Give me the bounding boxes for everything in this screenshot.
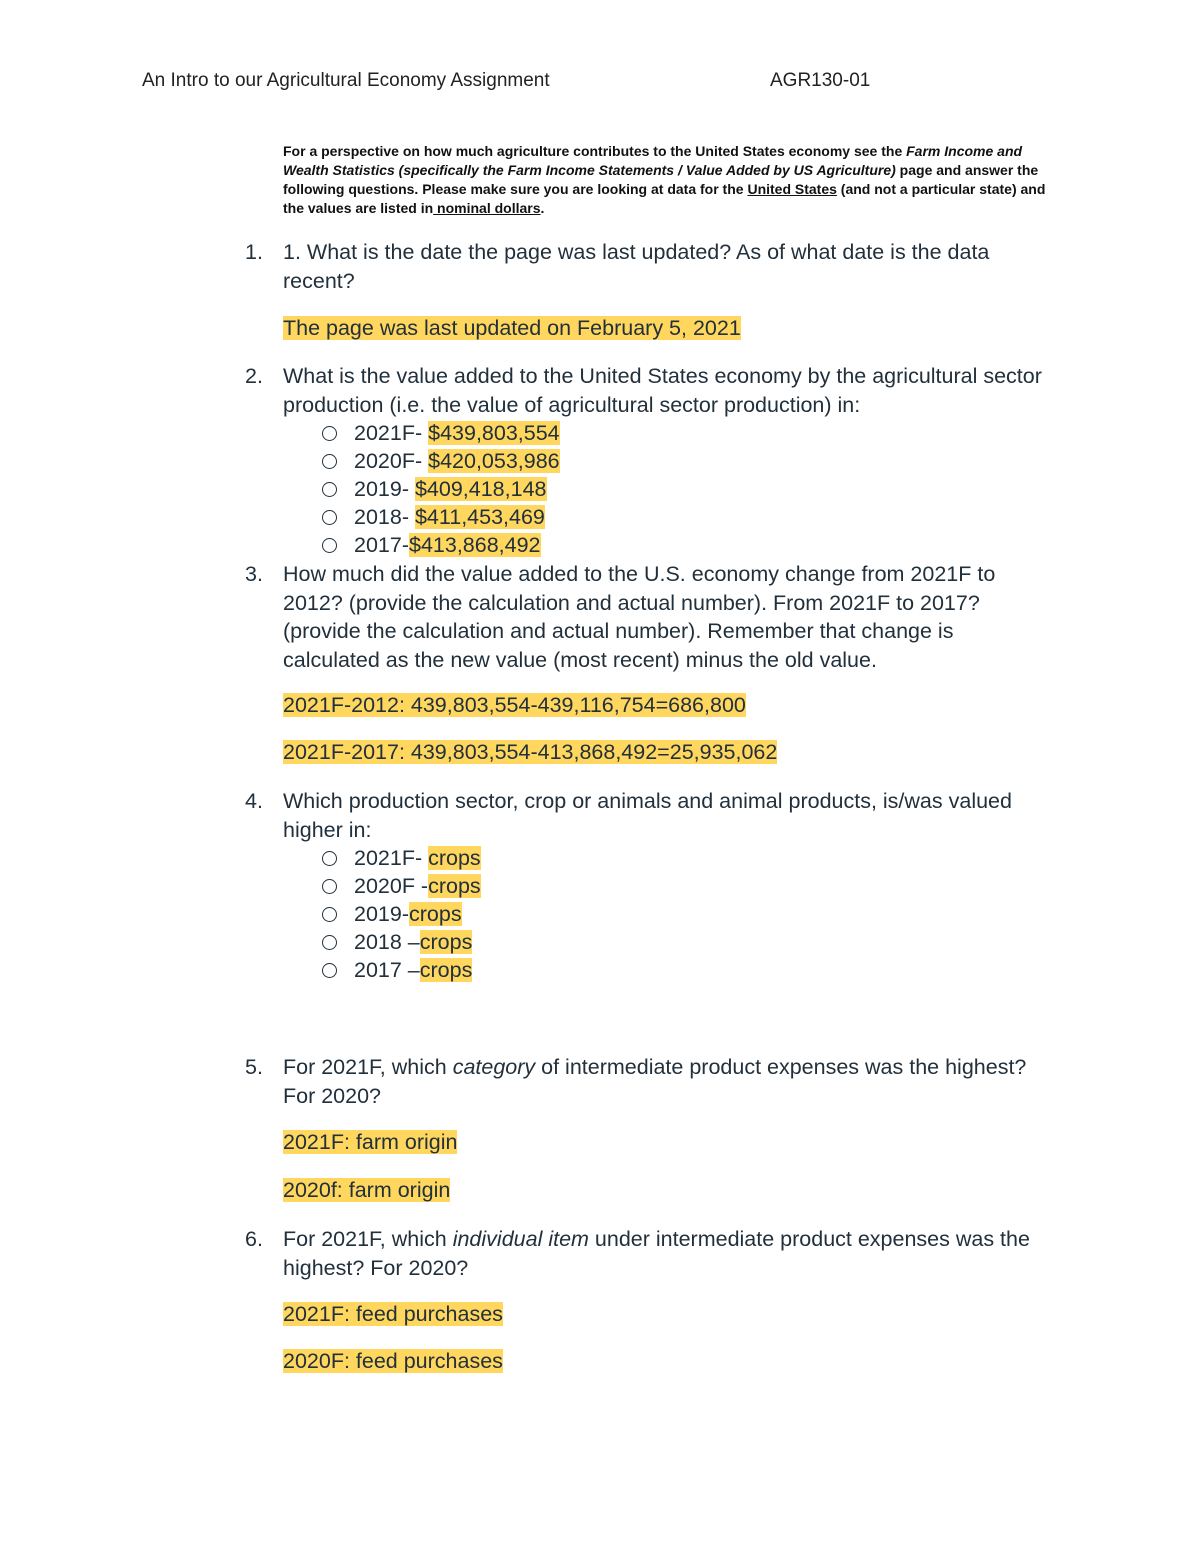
intro-text: (and not a particular state) and the values are listed in [283,181,1046,216]
list-item [322,531,541,559]
item-value: crops [419,958,473,982]
answer-6a [283,1300,503,1328]
question-text: under intermediate product expenses was the highest? For 2020? [283,1227,1030,1280]
answer-highlight: 2020F: feed purchases [283,1349,503,1373]
question-text-italic: individual item [452,1227,589,1251]
circle-bullet-icon [322,879,337,894]
circle-bullet-icon [322,851,337,866]
question-3 [245,560,1053,674]
answer-6b [283,1347,503,1375]
item-label: 2018 – [354,930,420,954]
list-item [322,419,560,447]
intro-underline-us: United States [747,181,837,197]
question-number: 4. [245,789,263,813]
circle-bullet-icon [322,426,337,441]
question-5 [245,1053,1053,1110]
list-item [322,844,481,872]
intro-text: page and answer the following questions. Please make sure you are looking at data for the [283,162,1039,197]
list-item [322,956,472,984]
intro-paragraph [283,142,1053,218]
question-number: 6. [245,1227,263,1251]
item-label: 2020F- [354,449,429,473]
item-value: $409,418,148 [414,477,547,501]
document-title: An Intro to our Agricultural Economy Assignment [142,70,550,91]
question-6 [245,1225,1053,1282]
item-value: crops [428,846,481,870]
item-label: 2018- [354,505,415,529]
answer-highlight: 2021F: farm origin [283,1130,458,1154]
list-item [322,900,462,928]
answer-highlight: 2021F: feed purchases [283,1302,503,1326]
answer-5a [283,1128,457,1156]
circle-bullet-icon [322,510,337,525]
question-text: For 2021F, which [283,1055,453,1079]
answer-5b [283,1176,450,1204]
list-item [322,475,547,503]
item-value: crops [428,874,481,898]
question-number: 5. [245,1055,263,1079]
question-text: For 2021F, which [283,1227,453,1251]
item-value: $411,453,469 [414,505,545,529]
intro-text: . [540,200,545,216]
question-text: Which production sector, crop or animals and animal products, is/was valued higher in: [283,789,1012,842]
item-label: 2019- [354,902,409,926]
course-code: AGR130-01 [770,70,871,91]
question-2 [245,362,1053,419]
question-text: 1. What is the date the page was last updated? As of what date is the data recent? [283,240,990,293]
answer-highlight: 2021F-2012: 439,803,554-439,116,754=686,800 [283,693,746,717]
item-label: 2019- [354,477,415,501]
item-label: 2017 – [354,958,420,982]
answer-highlight: 2020f: farm origin [283,1178,451,1202]
circle-bullet-icon [322,454,337,469]
circle-bullet-icon [322,538,337,553]
item-value: $420,053,986 [428,449,560,473]
question-text: What is the value added to the United States economy by the agricultural sector production (i.e. the value of agricultural sector production) in: [283,364,1042,417]
list-item [322,872,481,900]
question-text: How much did the value added to the U.S. economy change from 2021F to 2012? (provide the calculation and actual number). From 2021F to 2017? (provide the calculation and actual number). Remember that change is calculated as the new value (most recent) minus the old value. [283,562,996,672]
item-value: $439,803,554 [428,421,560,445]
question-1 [245,238,1053,295]
intro-underline-nominal: nominal dollars [433,200,541,216]
answer-highlight: The page was last updated on February 5, 2021 [283,316,741,340]
answer-highlight: 2021F-2017: 439,803,554-413,868,492=25,935,062 [283,740,778,764]
list-item [322,447,560,475]
question-number: 2. [245,364,263,388]
intro-text: For a perspective on how much agriculture contributes to the United States economy see the [283,143,907,159]
answer-3b [283,738,777,766]
circle-bullet-icon [322,482,337,497]
item-label: 2020F - [354,874,429,898]
question-text-italic: category [452,1055,536,1079]
item-value: $413,868,492 [409,533,541,557]
question-number: 3. [245,562,263,586]
item-label: 2017- [354,533,409,557]
question-4 [245,787,1053,844]
answer-1 [283,314,741,342]
question-text: of intermediate product expenses was the highest? For 2020? [283,1055,1027,1108]
list-item [322,503,545,531]
circle-bullet-icon [322,935,337,950]
item-label: 2021F- [354,846,429,870]
circle-bullet-icon [322,907,337,922]
item-label: 2021F- [354,421,429,445]
intro-italic-source: Farm Income and Wealth Statistics (specifically the Farm Income Statements / Value Added by US Agriculture) [283,143,1023,178]
item-value: crops [419,930,473,954]
item-value: crops [409,902,462,926]
answer-3a [283,691,746,719]
list-item [322,928,472,956]
question-number: 1. [245,240,263,264]
circle-bullet-icon [322,963,337,978]
